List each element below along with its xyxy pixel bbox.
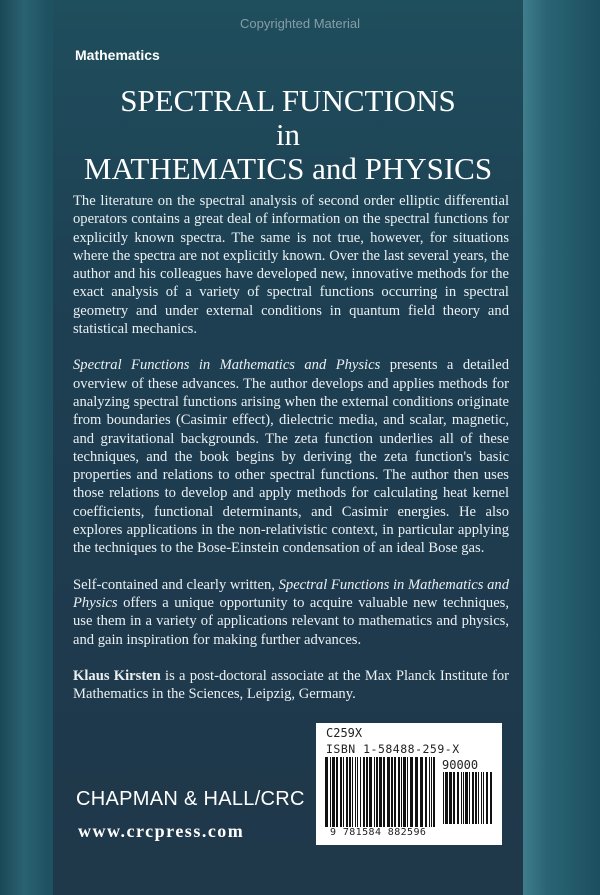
barcode-bar bbox=[463, 772, 464, 824]
barcode-number: 9 781584 882596 bbox=[330, 827, 427, 838]
paragraph-3-text: offers a unique opportunity to acquire valuable new techniques, use them in a variety of applications relevant to mathematics and physics, and gain inspiration for making further advances. bbox=[73, 594, 509, 648]
description-paragraph-1: The literature on the spectral analysis of second order elliptic differential operators contains a great deal of information on the spectral functions for explicitly known spectra. The same is not true, however, for situations where the spectra are not explicitly known. Over the last several years, the author and his colleagues have developed new, innovative methods for the exact analysis of a variety of spectral functions occurring in spectral geometry and under external conditions in quantum field theory and statistical mechanics. bbox=[73, 193, 509, 338]
barcode-bar bbox=[469, 772, 470, 824]
book-title-italic: Spectral Functions in Mathematics and Physics bbox=[73, 576, 509, 611]
barcode-bar bbox=[363, 757, 365, 827]
barcode-bar bbox=[394, 757, 396, 827]
barcode-bars-main bbox=[324, 757, 436, 827]
barcode-bar bbox=[374, 757, 375, 827]
publisher-website: www.crcpress.com bbox=[78, 821, 245, 841]
barcode-bar bbox=[415, 757, 418, 827]
barcode-bar bbox=[433, 757, 435, 827]
catalog-code: C259X bbox=[326, 726, 363, 740]
barcode-bar bbox=[475, 772, 477, 824]
author-name: Klaus Kirsten bbox=[73, 667, 161, 684]
barcode-bar bbox=[472, 772, 474, 824]
barcode-bar bbox=[465, 772, 468, 824]
barcode-bar bbox=[425, 757, 427, 827]
title-line-2: in bbox=[275, 117, 301, 152]
barcode-bar bbox=[490, 772, 492, 824]
paragraph-2-text: presents a detailed overview of these advances. The author develops and applies methods for analyzing spectral functions arising when the external conditions originate from boundaries (Casimir effect), dielectric media, and scalar, magnetic, and gravitational backgrounds. The zeta function underlies all of these techniques, and the book begins by deriving the zeta function's basic properties and relations to other spectral functions. The author then uses those relations to develop and apply methods for calculating heat kernel coefficients, functional determinants, and Casimir energies. He also explores applications in the non-relativistic context, in particular applying the techniques to the Bose-Einstein condensation of an ideal Bose gas. bbox=[73, 357, 510, 557]
copyright-watermark: Copyrighted Material bbox=[240, 16, 360, 31]
barcode-bar bbox=[403, 757, 406, 827]
barcode-bar bbox=[401, 757, 402, 827]
barcode-bar bbox=[383, 757, 385, 827]
barcode-bar bbox=[457, 772, 459, 824]
barcode-bar bbox=[366, 757, 368, 827]
barcode-bar bbox=[461, 772, 462, 824]
barcode-bar bbox=[355, 757, 356, 827]
subject-category: Mathematics bbox=[75, 47, 160, 63]
barcode-bar bbox=[483, 772, 484, 824]
barcode-label bbox=[316, 723, 502, 845]
barcode-bar bbox=[332, 757, 335, 827]
barcode-bar bbox=[445, 772, 448, 824]
barcode-bar bbox=[360, 757, 361, 827]
barcode-bar bbox=[352, 757, 353, 827]
barcode-bar bbox=[453, 772, 455, 824]
barcode-bar bbox=[407, 757, 408, 827]
barcode-bar bbox=[478, 772, 479, 824]
description-paragraph-2 bbox=[73, 356, 509, 557]
title-line-3: MATHEMATICS and PHYSICS bbox=[83, 151, 493, 186]
cover-right-band bbox=[523, 0, 600, 895]
barcode-bar bbox=[340, 757, 342, 827]
barcode-bar bbox=[429, 757, 430, 827]
barcode-bar bbox=[443, 772, 444, 824]
description-paragraph-3 bbox=[73, 576, 509, 649]
barcode-bar bbox=[410, 757, 413, 827]
price-code: 90000 bbox=[442, 758, 479, 772]
author-bio-text: is a post-doctoral associate at the Max Planck Institute for Mathematics in the Sciences, Leipzig, Germany. bbox=[73, 667, 509, 703]
barcode-bar bbox=[357, 757, 358, 827]
barcode-bar bbox=[349, 757, 351, 827]
barcode-bar bbox=[486, 772, 488, 824]
isbn-text: ISBN 1-58488-259-X bbox=[326, 742, 460, 756]
barcode-bar bbox=[330, 757, 331, 827]
barcode-bars-addon bbox=[442, 772, 494, 824]
title-line-1: SPECTRAL FUNCTIONS bbox=[120, 83, 456, 118]
book-title-italic: Spectral Functions in Mathematics and Physics bbox=[73, 357, 381, 374]
barcode-bar bbox=[481, 772, 482, 824]
barcode-bar bbox=[376, 757, 378, 827]
barcode-bar bbox=[387, 757, 390, 827]
publisher-name: CHAPMAN & HALL/CRC bbox=[76, 788, 305, 810]
book-description bbox=[73, 192, 509, 721]
barcode-bar bbox=[449, 772, 452, 824]
book-title bbox=[53, 84, 523, 186]
barcode-bar bbox=[398, 757, 400, 827]
barcode-bar bbox=[369, 757, 372, 827]
barcode-bar bbox=[431, 757, 432, 827]
paragraph-3-start: Self-contained and clearly written, bbox=[73, 576, 279, 593]
author-bio bbox=[73, 667, 509, 704]
barcode-bar bbox=[391, 757, 393, 827]
barcode-bar bbox=[379, 757, 382, 827]
barcode-bar bbox=[420, 757, 423, 827]
barcode-bar bbox=[325, 757, 328, 827]
barcode-bar bbox=[336, 757, 338, 827]
barcode-bar bbox=[346, 757, 348, 827]
barcode-bar bbox=[343, 757, 344, 827]
